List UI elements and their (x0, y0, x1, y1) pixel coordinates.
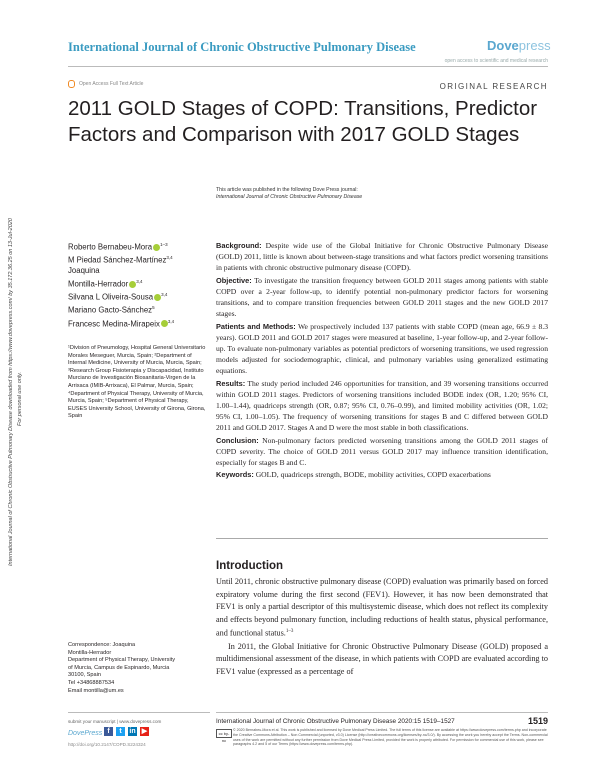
publication-note (216, 187, 362, 201)
author: Mariano Gacto-Sánchez$^5$ (68, 305, 155, 315)
facebook-icon[interactable]: f (104, 727, 113, 736)
watermark-line2: For personal use only. (17, 371, 23, 426)
open-access-badge (68, 80, 143, 88)
author: Silvana L Oliveira-Sousa $^{3,4}$ (68, 292, 168, 302)
intro-heading: Introduction (216, 560, 284, 572)
header-divider (68, 66, 548, 67)
linkedin-icon[interactable]: in (129, 728, 136, 735)
doi-link[interactable]: http://doi.org/10.2147/COPD.S224324 (68, 742, 146, 747)
author: Roberto Bernabeu-Mora $^{1-3}$ (68, 242, 168, 252)
abstract-methods: Patients and Methods: We prospectively included 137 patients with stable COPD (mean age, 66.9 ± 8.3 years). GOLD 2011 and GOLD 2017 stages were measured at baseline, 1-year follow-up, and 2-year follow-up. To evaluate non-pulmonary variables as potential predictors of worsening transitions, we used regression models adjusted for sociodemographic, clinical, and pulmonary variables using generalized estimating equations. (216, 321, 548, 376)
corr-email[interactable]: Email montilla@um.es (68, 687, 124, 694)
author: Francesc Medina-Mirapeix $^{3,4}$ (68, 318, 175, 329)
abstract-divider (216, 538, 548, 539)
abstract (216, 240, 548, 482)
submit-manuscript-link[interactable]: submit your manuscript | www.dovepress.com (68, 719, 162, 724)
article-title: 2011 GOLD Stages of COPD: Transitions, Predictor Factors and Comparison with 2017 GOLD Stages (68, 97, 538, 146)
logo-light: press (518, 38, 551, 53)
author: Joaquina (68, 266, 100, 276)
download-watermark (8, 96, 22, 596)
twitter-icon[interactable]: t (116, 727, 125, 736)
open-lock-icon (68, 80, 75, 88)
page-number: 1519 (527, 716, 548, 726)
abstract-conclusion: Conclusion: Non-pulmonary factors predicted worsening transitions among the GOLD 2011 stages of COPD severity. The choice of GOLD 2011 versus GOLD 2017 may influence transition identification, especially for stages B and C. (216, 435, 548, 467)
abstract-objective: Objective: To investigate the transition frequency between GOLD 2011 stages among patients with stable COPD over a 2-year follow-up, to identify potential non-pulmonary predictor factors for worsening transitions, and to compare transition frequencies between GOLD 2011 stages and the new GOLD 2017 stages. (216, 275, 548, 319)
publication-note-journal: International Journal of Chronic Obstructive Pulmonary Disease (216, 194, 363, 200)
corr-line: 30100, Spain (68, 672, 101, 679)
corr-line: Montilla-Herrador (68, 649, 112, 656)
dovepress-footer-logo[interactable]: DovePress (68, 730, 103, 737)
logo-bold: Dove (487, 38, 519, 53)
footer-divider-left (68, 712, 210, 713)
correspondence (68, 642, 210, 695)
youtube-icon[interactable]: ▶ (141, 728, 148, 735)
orcid-icon[interactable] (161, 320, 168, 327)
journal-name: International Journal of Chronic Obstructive Pulmonary Disease (68, 40, 416, 54)
intro-text (216, 576, 548, 678)
corr-line: Department of Physical Therapy, University (68, 657, 176, 664)
watermark-line1: International Journal of Chronic Obstructive Pulmonary Disease downloaded from https://www.dovepress.com/ by 35.172.36.25 on 13-Jul-2020 (8, 218, 14, 566)
publication-note-line1: This article was published in the following Dove Press journal: (216, 187, 358, 193)
abstract-keywords: Keywords: GOLD, quadriceps strength, BODE, mobility activities, COPD exacerbations (216, 470, 491, 480)
dovepress-logo[interactable] (487, 38, 551, 53)
corr-line: Correspondence: Joaquina (68, 642, 136, 648)
open-access-label: Open Access Full Text Article (79, 81, 144, 87)
abstract-background: Background: Despite wide use of the Global Initiative for Chronic Obstructive Pulmonary Disease (GOLD) 2011, little is known about between-stage transitions and what factors predict worsening transitions in patients with chronic obstructive pulmonary disease (COPD). (216, 241, 548, 273)
footer-journal: International Journal of Chronic Obstructive Pulmonary Disease 2020:15 1519–1527 (216, 718, 455, 725)
cc-license-icon[interactable]: cc by-nc (216, 729, 232, 738)
author-list (68, 240, 208, 330)
license-text: © 2020 Bernabeu-Mora et al. This work is published and licensed by Dove Medical Press Limited. The full terms of this license are available at https://www.dovepress.com/terms.php and incorporate the Creative Commons Attribution – Non Commercial (unported, v3.0) License (http://creativecommons.org/licenses/by-nc/3.0/). By accessing the work you hereby accept the Terms. Non-commercial uses of the work are permitted without any further permission from Dove Medical Press Limited, provided the work is properly attributed. For permission for commercial use of this work, please see paragraphs 4.2 and 5 of our Terms (https://www.dovepress.com/terms.php). (233, 728, 548, 747)
logo-tagline: open access to scientific and medical research (444, 58, 548, 64)
corr-line: of Murcia, Campus de Espinardo, Murcia (68, 664, 170, 671)
footer-divider-right (216, 712, 548, 713)
corr-phone: Tel +34868887534 (68, 679, 115, 686)
intro-paragraph: Until 2011, chronic obstructive pulmonary disease (COPD) evaluation was primarily based on forced expiratory volume during the first second (FEV1). However, it has now been demonstrated that FEV1 is only a partial descriptor of this multisystemic disease, which does not reflect its complexity and effects beyond pulmonary function, including reductions of health status, physical performance, and functional status.$^{1-3}$ (216, 577, 548, 639)
abstract-results: Results: The study period included 246 opportunities for transition, and 39 worsening transitions occurred within GOLD 2011 stages. Predictors of worsening transitions included BODE index (OR, 1.20; 95% CI, 1.00–1.44), quadriceps strength (OR, 0.87; 95% CI, 0.76–0.99), and limited mobility activities (OR, 1.02; 95% CI, 1.00–1.05). The frequency of worsening transitions for stages B and C differed between GOLD 2011 and GOLD 2017. Stages A and D were the most stable in both classifications. (216, 378, 549, 432)
affiliations: ¹Division of Pneumology, Hospital General Universitario Morales Meseguer, Murcia, Spain; ²Department of Internal Medicine, University of Murcia, Murcia, Spain; ³Research Group Fisioterapia y Discapacidad, Instituto Murciano de Investigación Biosanitaria-Virgen de la Arrixaca (IMIB-Arrixaca), El Palmar, Murcia, Spain; ⁴Department of Physical Therapy, University of Murcia, Murcia, Spain; ⁵Department of Physical Therapy, EUSES University School, University of Girona, Girona, Spain (68, 345, 206, 420)
author: Montilla-Herrador $^{3,4}$ (68, 278, 143, 289)
article-type: ORIGINAL RESEARCH (439, 82, 548, 91)
intro-paragraph: In 2011, the Global Initiative for Chronic Obstructive Pulmonary Disease (GOLD) proposed a multidimensional assessment of the disease, in which patients with COPD are evaluated according to FEV1 value (expressed as a percentage of (216, 641, 548, 676)
author: M Piedad Sánchez-Martínez$^{3,4}$ (68, 255, 173, 265)
